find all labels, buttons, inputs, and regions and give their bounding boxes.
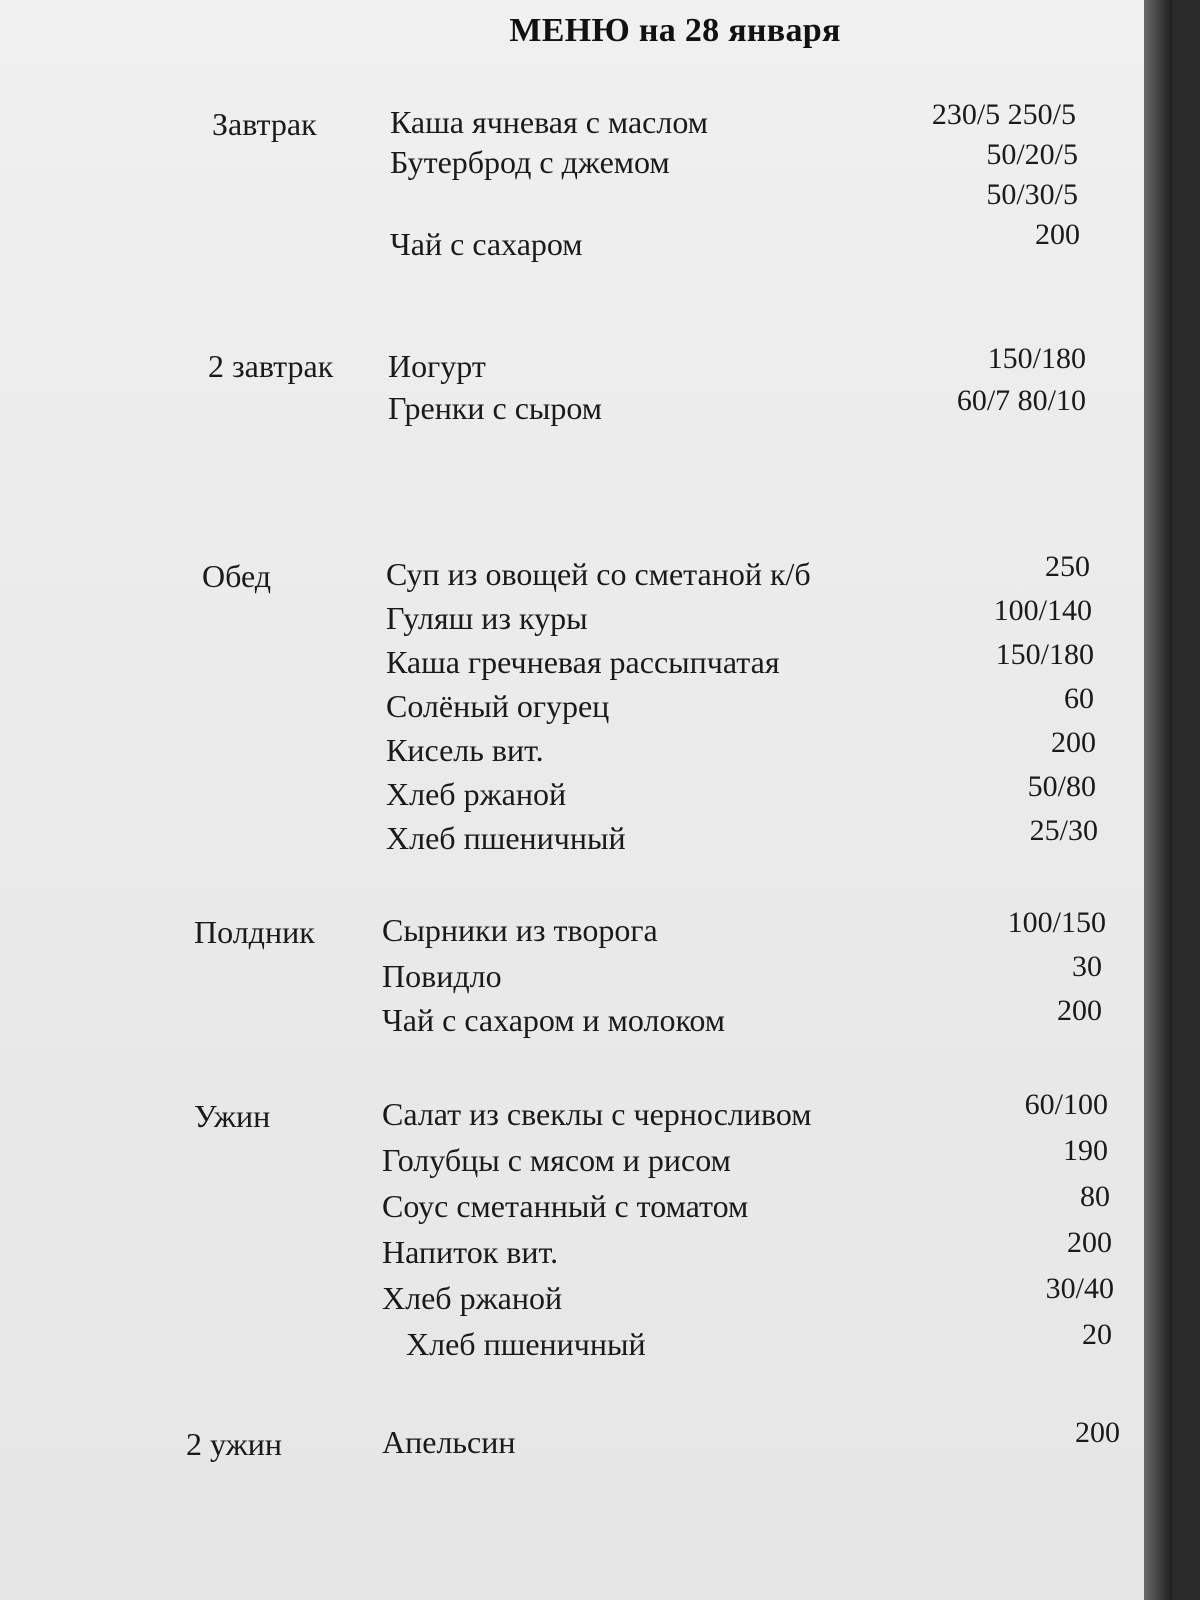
- menu-item: Солёный огурец: [386, 688, 610, 724]
- menu-item: Апельсин: [382, 1424, 516, 1460]
- menu-item-qty: 200: [1067, 1226, 1112, 1259]
- menu-item-qty: 100/150: [1007, 906, 1106, 939]
- menu-item: Салат из свеклы с черносливом: [382, 1096, 812, 1132]
- menu-item: Сырники из творога: [382, 912, 658, 948]
- menu-item-qty: 30/40: [1045, 1272, 1114, 1305]
- menu-item-qty: 50/30/5: [986, 178, 1078, 211]
- meal-label-breakfast: Завтрак: [212, 106, 317, 142]
- menu-item-qty: 150/180: [995, 638, 1094, 671]
- menu-item-qty: 200: [1035, 218, 1080, 251]
- menu-item: Каша гречневая рассыпчатая: [386, 644, 780, 680]
- menu-item-qty: 250: [1045, 550, 1090, 583]
- meal-label-second-breakfast: 2 завтрак: [208, 348, 334, 384]
- meal-label-dinner: Ужин: [194, 1098, 271, 1134]
- menu-item-qty: 200: [1057, 994, 1102, 1027]
- menu-item: Голубцы с мясом и рисом: [382, 1142, 731, 1178]
- menu-item-qty: 200: [1051, 726, 1096, 759]
- menu-item: Соус сметанный с томатом: [382, 1188, 749, 1224]
- menu-item: Хлеб ржаной: [386, 776, 567, 812]
- menu-item: Хлеб пшеничный: [406, 1326, 646, 1362]
- menu-item-qty: 60/100: [1024, 1088, 1108, 1121]
- menu-item: Хлеб ржаной: [382, 1280, 563, 1316]
- menu-item-qty: 30: [1072, 950, 1102, 983]
- meal-label-lunch: Обед: [202, 558, 272, 594]
- meal-label-second-dinner: 2 ужин: [186, 1426, 282, 1462]
- menu-item: Иогурт: [388, 348, 486, 384]
- menu-item-qty: 25/30: [1029, 814, 1098, 847]
- menu-item-qty: 230/5 250/5: [931, 98, 1076, 131]
- menu-item: Суп из овощей со сметаной к/б: [386, 556, 811, 592]
- meal-label-afternoon-snack: Полдник: [194, 914, 315, 950]
- page-edge-shadow: [1144, 0, 1172, 1600]
- menu-item: Кисель вит.: [386, 732, 544, 768]
- menu-item: Гуляш из куры: [386, 600, 588, 636]
- menu-item: Хлеб пшеничный: [386, 820, 626, 856]
- menu-item: Повидло: [382, 958, 502, 994]
- menu-item-qty: 20: [1082, 1318, 1112, 1351]
- menu-item: Чай с сахаром: [390, 226, 583, 262]
- menu-item-qty: 150/180: [987, 342, 1086, 375]
- menu-item-qty: 50/80: [1027, 770, 1096, 803]
- menu-item-qty: 50/20/5: [986, 138, 1078, 171]
- menu-item: Каша ячневая с маслом: [390, 104, 708, 140]
- menu-item-qty: 60: [1064, 682, 1094, 715]
- menu-item: Напиток вит.: [382, 1234, 559, 1270]
- menu-item-qty: 190: [1063, 1134, 1108, 1167]
- menu-item-qty: 200: [1075, 1416, 1120, 1449]
- menu-title: МЕНЮ на 28 января: [509, 12, 841, 49]
- menu-item-qty: 60/7 80/10: [956, 384, 1086, 417]
- menu-item: Бутерброд с джемом: [390, 144, 670, 180]
- menu-item-qty: 80: [1080, 1180, 1110, 1213]
- menu-item-qty: 100/140: [993, 594, 1092, 627]
- menu-item: Гренки с сыром: [388, 390, 603, 426]
- menu-item: Чай с сахаром и молоком: [382, 1002, 726, 1038]
